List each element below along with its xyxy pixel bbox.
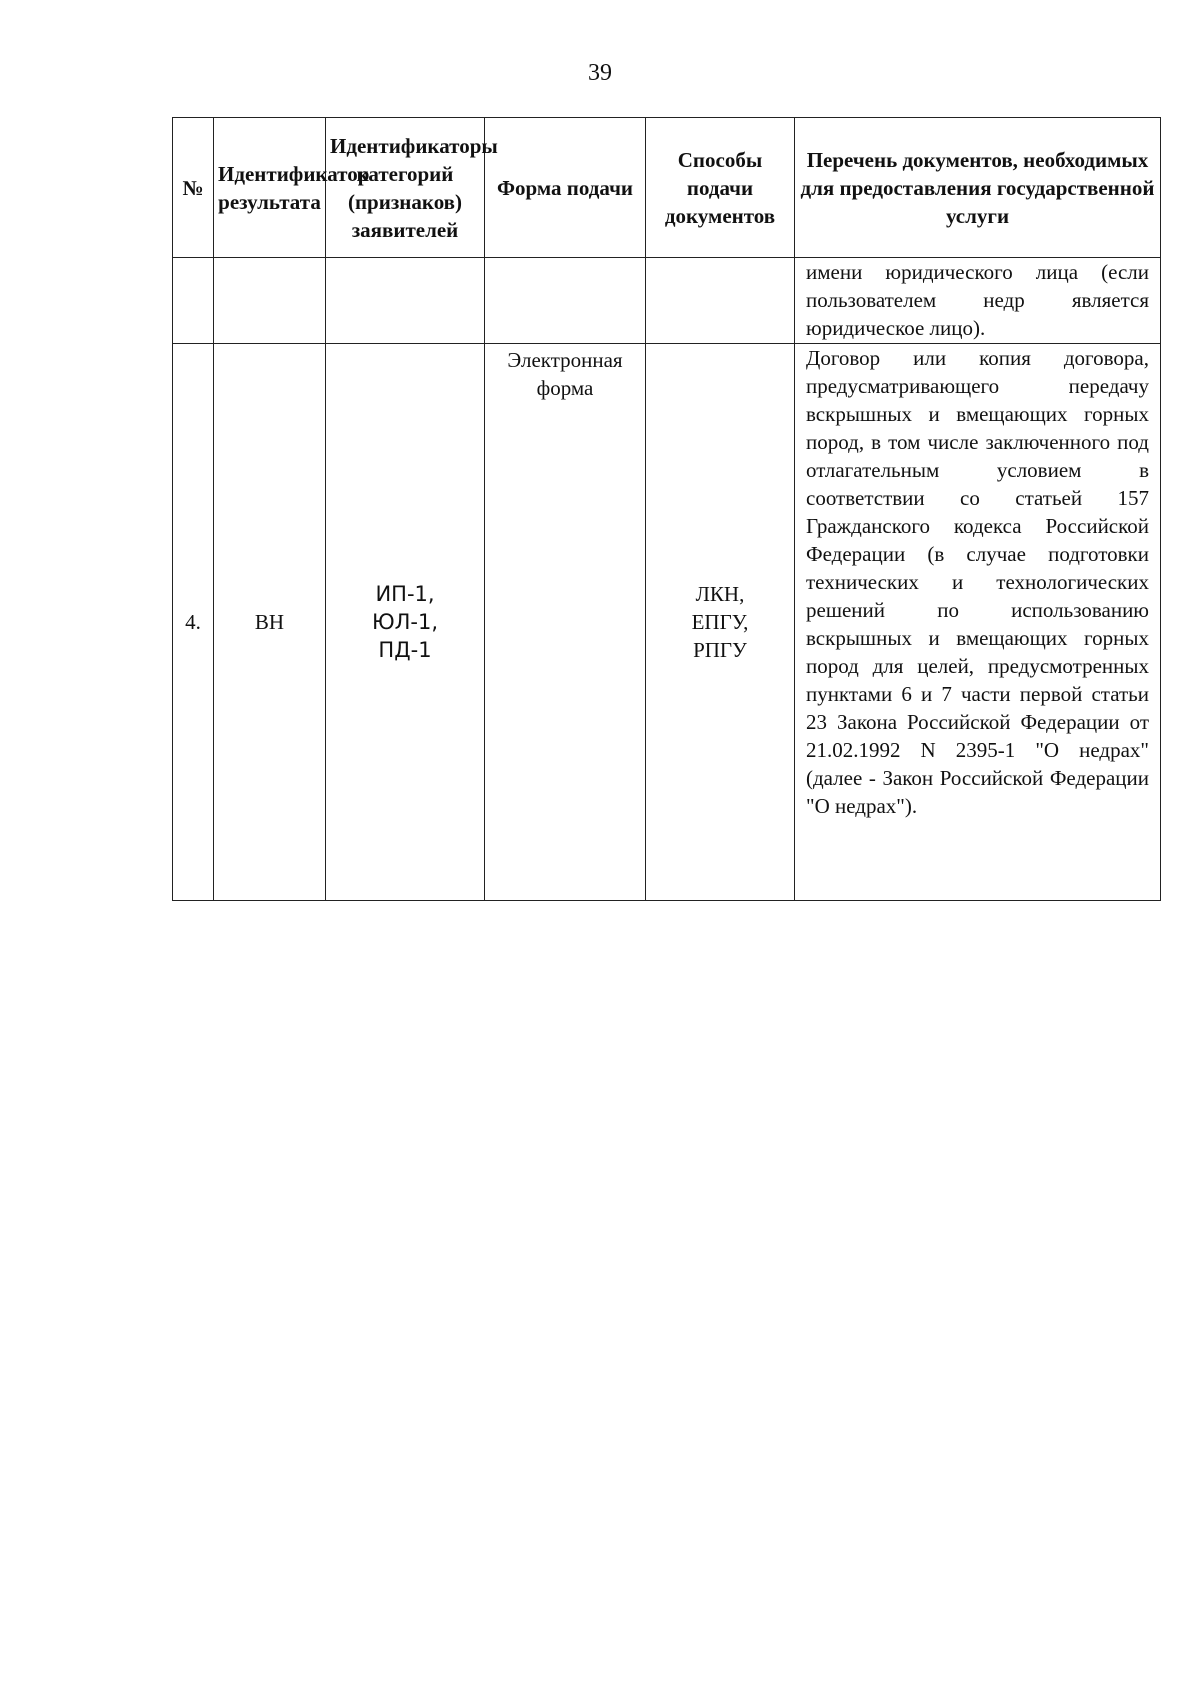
methods-text: ЛКН, ЕПГУ, РПГУ [691,582,749,662]
docs-cell [795,258,1161,344]
table-header-row [173,118,1161,258]
services-table [172,117,1161,901]
header-docs: Перечень документов, необходимых для предоставления государственной услуги [795,118,1161,258]
header-result-id: Идентификатор результата [214,118,326,258]
page-number: 39 [588,60,612,86]
docs-text: Договор или копия договора, предусматривающего передачу вскрышных и вмещающих горных пород, в том числе заключенного под отлагательным условием в соответствии со статьей 157 Гражданского кодекса Российской Федерации (в случае подготовки технических и технологических решений по использованию вскрышных и вмещающих горных пород для целей, предусмотренных пунктами 6 и 7 части первой статьи 23 Закона Российской Федерации от 21.02.1992 N 2395-1 "О недрах" (далее - Закон Российской Федерации "О недрах"). [806,346,1149,818]
empty-cell [646,258,795,344]
docs-cell [795,344,1161,901]
table-row [173,344,1161,901]
empty-cell [485,258,646,344]
header-number: № [173,118,214,258]
empty-cell [326,258,485,344]
methods-cell [646,344,795,901]
empty-cell [214,258,326,344]
docs-continuation-text: имени юридического лица (если пользователем недр является юридическое лицо). [806,260,1149,340]
category-ids-cell [326,344,485,901]
result-id-cell: ВН [214,344,326,901]
header-category-ids: Идентификаторы категорий (признаков) заявителей [326,118,485,258]
category-ids-text: ИП-1, ЮЛ-1, ПД-1 [371,582,439,662]
header-form: Форма подачи [485,118,646,258]
row-number: 4. [173,344,214,901]
form-text: Электронная форма [507,348,623,400]
empty-cell [173,258,214,344]
form-cell [485,344,646,901]
header-methods: Способы подачи документов [646,118,795,258]
table-row [173,258,1161,344]
